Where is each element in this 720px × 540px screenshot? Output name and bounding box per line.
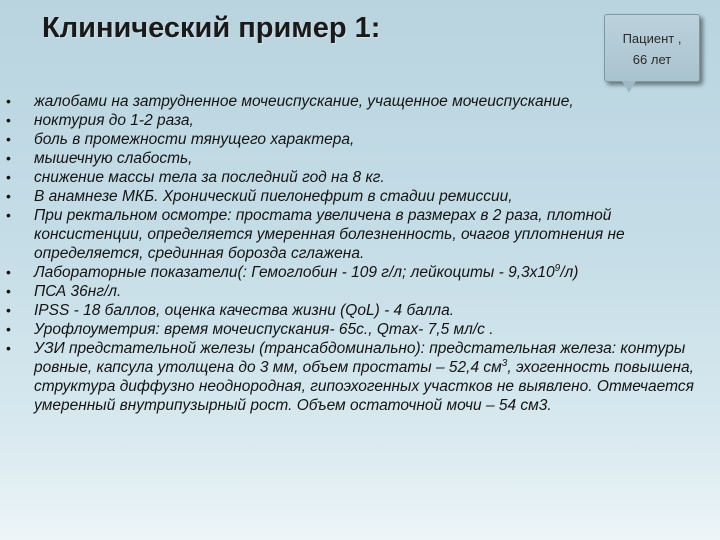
findings-list bbox=[0, 92, 700, 415]
list-item bbox=[0, 130, 700, 149]
item-text-pre: Лабораторные показатели(: Гемоглобин - 109 г/л; лейкоциты - 9,3х10 bbox=[34, 264, 555, 281]
bullet-icon: • bbox=[6, 340, 11, 356]
item-text-pre: УЗИ предстательной железы (трансабдоминально): предстательная железа: контуры ровные, капсула утолщена до 3 мм, объем простаты – 52,4 см bbox=[34, 340, 686, 376]
list-item bbox=[0, 263, 700, 282]
item-text: IPSS - 18 баллов, оценка качества жизни (QoL) - 4 балла. bbox=[34, 302, 455, 319]
bullet-icon: • bbox=[6, 321, 11, 337]
bullet-icon: • bbox=[6, 302, 11, 318]
item-text-post: /л) bbox=[560, 264, 579, 281]
superscript: 9 bbox=[554, 262, 561, 274]
bullet-icon: • bbox=[6, 93, 11, 109]
item-text: ноктурия до 1-2 раза, bbox=[34, 112, 194, 129]
item-text: боль в промежности тянущего характера, bbox=[34, 131, 355, 148]
list-item bbox=[0, 282, 700, 301]
bullet-icon: • bbox=[6, 264, 11, 280]
item-text: ПСА 36нг/л. bbox=[34, 283, 122, 300]
patient-callout bbox=[604, 14, 700, 82]
list-item bbox=[0, 187, 700, 206]
bullet-icon: • bbox=[6, 112, 11, 128]
bullet-icon: • bbox=[6, 207, 11, 223]
bullet-icon: • bbox=[6, 131, 11, 147]
item-text: мышечную слабость, bbox=[34, 150, 193, 167]
item-text: жалобами на затрудненное мочеиспускание, учащенное мочеиспускание, bbox=[34, 93, 574, 110]
item-text: снижение массы тела за последний год на 8 кг. bbox=[34, 169, 385, 186]
bullet-icon: • bbox=[6, 150, 11, 166]
list-item bbox=[0, 168, 700, 187]
bullet-icon: • bbox=[6, 283, 11, 299]
list-item bbox=[0, 149, 700, 168]
list-item bbox=[0, 92, 700, 111]
item-text: В анамнезе МКБ. Хронический пиелонефрит в стадии ремиссии, bbox=[34, 188, 513, 205]
list-item bbox=[0, 206, 700, 263]
item-text: Урофлоуметрия: время мочеиспускания- 65с., Qmax- 7,5 мл/с . bbox=[34, 321, 494, 338]
list-item bbox=[0, 320, 700, 339]
slide-title: Клинический пример 1: bbox=[42, 12, 381, 44]
item-text: При ректальном осмотре: простата увеличена в размерах в 2 раза, плотной консистенции, определяется умеренная болезненность, очагов уплотнения не определяется, срединная борозда сглажена. bbox=[34, 207, 625, 262]
list-item bbox=[0, 301, 700, 320]
item-text-post: , эхогенность повышена, структура диффузно неоднородная, гипоэхогенных участков не выявлено. Отмечается умеренный внутрипузырный рост. Объем остаточной мочи – 54 см3. bbox=[34, 359, 694, 414]
callout-line-2: 66 лет bbox=[632, 52, 672, 67]
list-item bbox=[0, 339, 700, 415]
superscript: 3 bbox=[501, 357, 508, 369]
callout-line-1: Пациент , bbox=[622, 31, 682, 46]
bullet-icon: • bbox=[6, 169, 11, 185]
bullet-icon: • bbox=[6, 188, 11, 204]
list-item bbox=[0, 111, 700, 130]
